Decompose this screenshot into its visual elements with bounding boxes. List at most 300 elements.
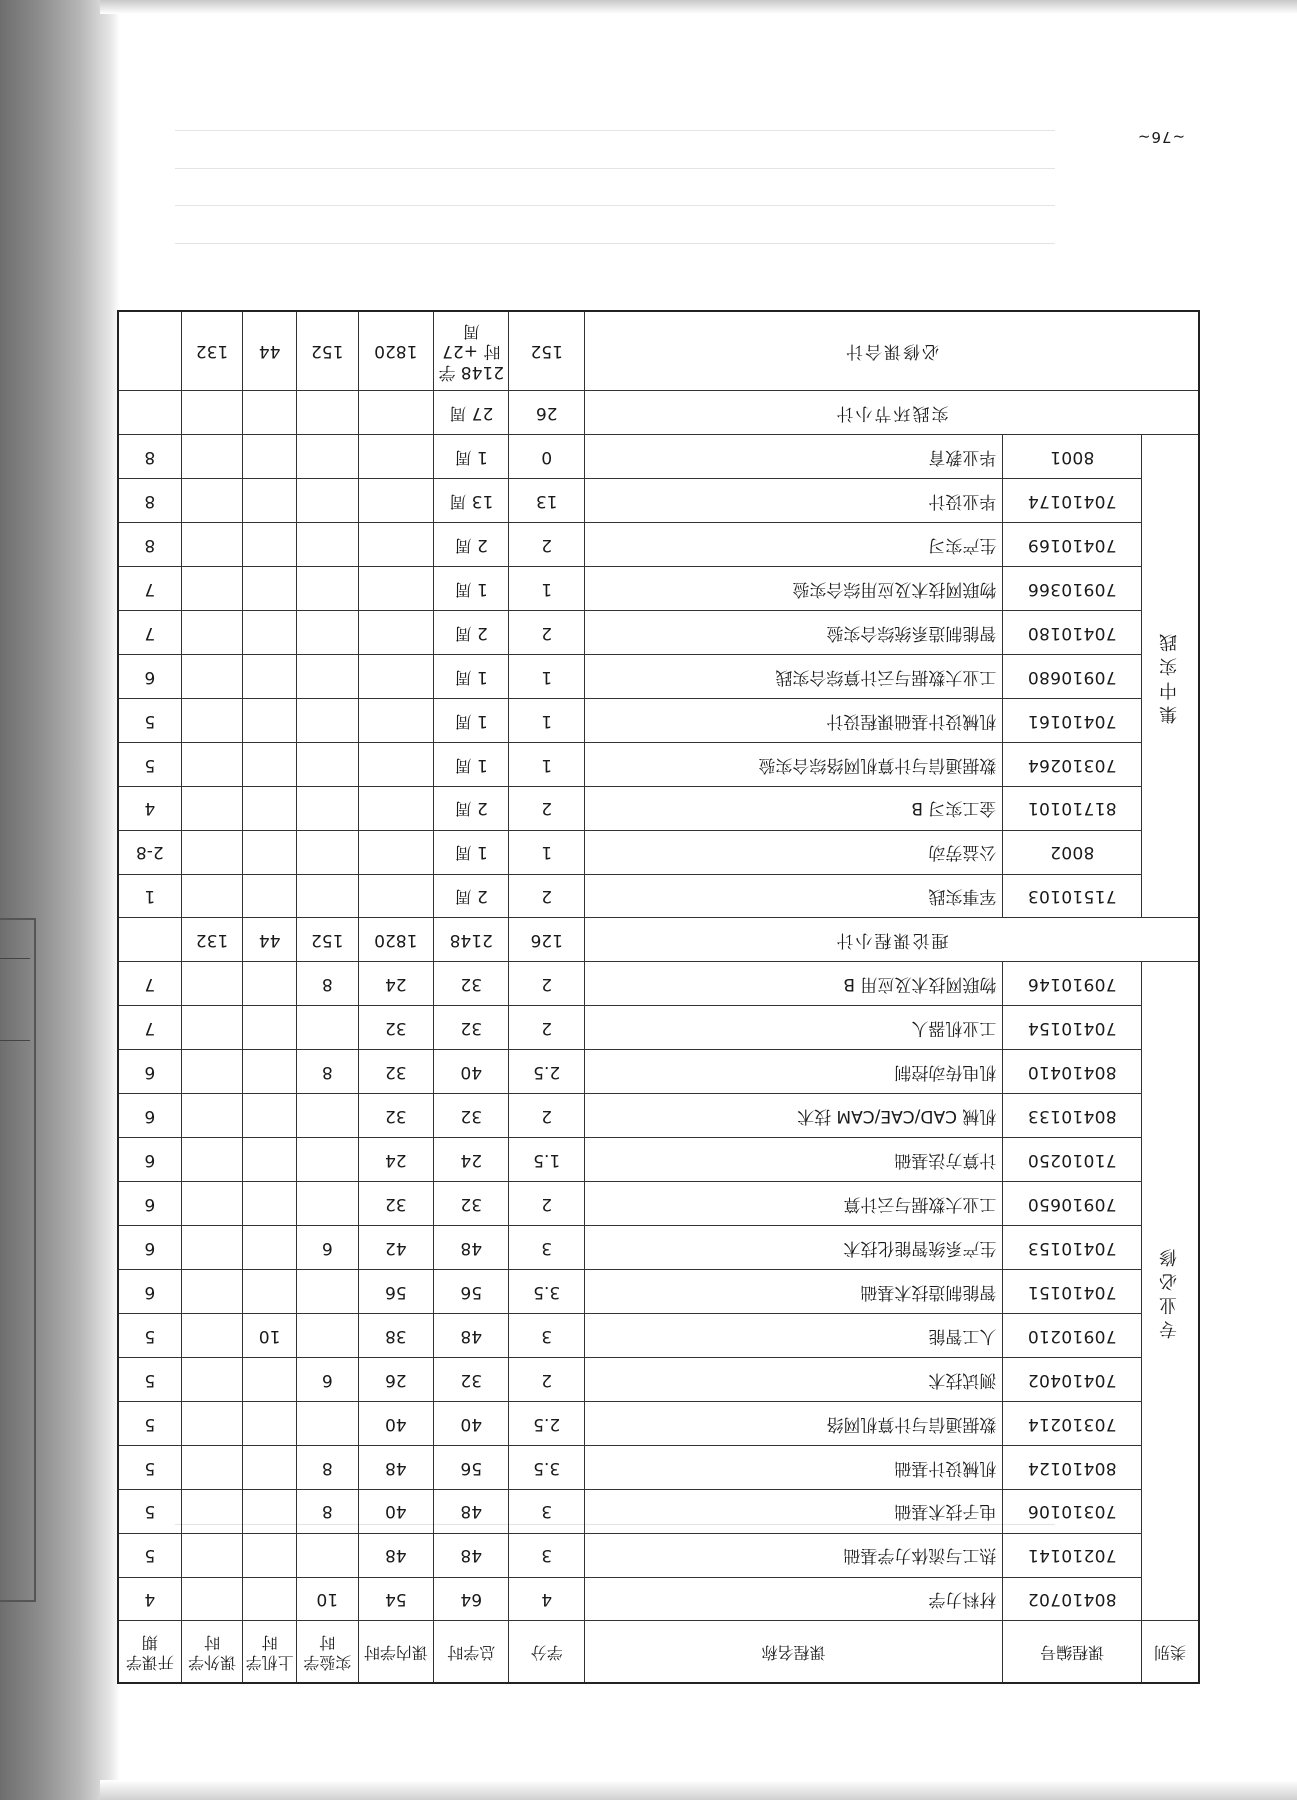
cell-lecture-hours (358, 786, 433, 830)
cell-extra-hours (181, 567, 243, 611)
cell-course-code: 70910210 (1003, 1313, 1142, 1357)
cell-course-code: 71510103 (1003, 874, 1142, 918)
subtotal-total-hours: 2148 (434, 918, 509, 962)
cell-extra-hours (181, 479, 243, 523)
subtotal-row (118, 391, 1199, 435)
table-row (118, 1357, 1199, 1401)
cell-computer-hours (243, 1182, 297, 1226)
cell-course-code: 70410151 (1003, 1270, 1142, 1314)
subtotal-computer-hours (243, 391, 297, 435)
cell-course-name: 热工与流体力学基础 (584, 1533, 1002, 1577)
cell-extra-hours (181, 1094, 243, 1138)
table-row (118, 962, 1199, 1006)
grand-total-credit: 152 (509, 311, 584, 391)
cell-semester: 5 (118, 1357, 181, 1401)
cell-lab-hours: 8 (296, 962, 358, 1006)
cell-course-name: 智能制造技术基础 (584, 1270, 1002, 1314)
cell-lecture-hours: 40 (358, 1401, 433, 1445)
cell-lab-hours (296, 435, 358, 479)
cell-lecture-hours (358, 523, 433, 567)
cell-total-hours: 40 (434, 1401, 509, 1445)
cell-computer-hours (243, 1533, 297, 1577)
cell-lab-hours (296, 830, 358, 874)
cell-semester: 7 (118, 1006, 181, 1050)
cell-extra-hours (181, 1445, 243, 1489)
cell-lecture-hours (358, 654, 433, 698)
cell-credit: 2 (509, 962, 584, 1006)
subtotal-lecture-hours: 1820 (358, 918, 433, 962)
cell-semester: 6 (118, 1138, 181, 1182)
cell-extra-hours (181, 1489, 243, 1533)
cell-semester: 5 (118, 742, 181, 786)
cell-lab-hours (296, 1182, 358, 1226)
cell-total-hours: 13 周 (434, 479, 509, 523)
header-semester: 开课学期 (118, 1621, 181, 1683)
cell-lecture-hours (358, 830, 433, 874)
table-row (118, 874, 1199, 918)
cell-lab-hours (296, 1006, 358, 1050)
grand-total-row (118, 311, 1199, 391)
cell-total-hours: 1 周 (434, 654, 509, 698)
cell-course-code: 70410180 (1003, 610, 1142, 654)
cell-semester: 5 (118, 1313, 181, 1357)
cell-course-code: 70310106 (1003, 1489, 1142, 1533)
cell-course-name: 机械 CAD/CAE/CAM 技术 (584, 1094, 1002, 1138)
cell-semester: 4 (118, 786, 181, 830)
cell-semester: 5 (118, 1489, 181, 1533)
cell-course-name: 计算方法基础 (584, 1138, 1002, 1182)
subtotal-computer-hours: 44 (243, 918, 297, 962)
cell-semester: 5 (118, 698, 181, 742)
cell-total-hours: 2 周 (434, 874, 509, 918)
cell-semester: 5 (118, 1445, 181, 1489)
cell-semester: 5 (118, 1401, 181, 1445)
cell-course-code: 70410402 (1003, 1357, 1142, 1401)
header-name: 课程名称 (584, 1621, 1002, 1683)
cell-lecture-hours: 54 (358, 1577, 433, 1621)
cell-semester: 4 (118, 1577, 181, 1621)
cell-course-code: 70310264 (1003, 742, 1142, 786)
cell-extra-hours (181, 830, 243, 874)
cell-extra-hours (181, 786, 243, 830)
cell-course-name: 物联网技术及应用综合实验 (584, 567, 1002, 611)
cell-lab-hours (296, 742, 358, 786)
cell-total-hours: 32 (434, 1182, 509, 1226)
cell-total-hours: 48 (434, 1489, 509, 1533)
cell-credit: 2.5 (509, 1050, 584, 1094)
cell-extra-hours (181, 610, 243, 654)
cell-course-name: 机械设计基础 (584, 1445, 1002, 1489)
cell-course-name: 军事实践 (584, 874, 1002, 918)
cell-computer-hours (243, 1489, 297, 1533)
cell-lab-hours: 6 (296, 1357, 358, 1401)
cell-course-name: 机械设计基础课程设计 (584, 698, 1002, 742)
table-header-row (118, 1621, 1199, 1683)
cell-course-code: 70910366 (1003, 567, 1142, 611)
cell-semester: 6 (118, 1182, 181, 1226)
cell-lecture-hours: 48 (358, 1445, 433, 1489)
cell-credit: 3 (509, 1489, 584, 1533)
cell-course-name: 数据通信与计算机网络 (584, 1401, 1002, 1445)
cell-course-name: 工业机器人 (584, 1006, 1002, 1050)
category-label: 集中实践 (1141, 435, 1199, 918)
cell-extra-hours (181, 1006, 243, 1050)
table-row (118, 523, 1199, 567)
cell-credit: 2 (509, 874, 584, 918)
cell-lab-hours: 6 (296, 1226, 358, 1270)
cell-computer-hours (243, 1226, 297, 1270)
cell-computer-hours (243, 1270, 297, 1314)
cell-course-code: 70910650 (1003, 1182, 1142, 1226)
cell-course-name: 金工实习 B (584, 786, 1002, 830)
cell-credit: 2 (509, 1094, 584, 1138)
table-body (118, 311, 1199, 1621)
header-total-hours: 总学时 (434, 1621, 509, 1683)
table-row (118, 1006, 1199, 1050)
cell-lab-hours (296, 654, 358, 698)
cell-extra-hours (181, 1577, 243, 1621)
header-extra-hours: 课外学时 (181, 1621, 243, 1683)
cell-lecture-hours (358, 435, 433, 479)
table-row (118, 1489, 1199, 1533)
table-row (118, 1401, 1199, 1445)
cell-total-hours: 32 (434, 1357, 509, 1401)
curriculum-table (117, 310, 1200, 1684)
cell-semester: 6 (118, 654, 181, 698)
subtotal-row (118, 918, 1199, 962)
cell-computer-hours (243, 1138, 297, 1182)
cell-semester: 8 (118, 435, 181, 479)
table-row (118, 698, 1199, 742)
cell-extra-hours (181, 742, 243, 786)
cell-course-code: 70410154 (1003, 1006, 1142, 1050)
table-row (118, 1182, 1199, 1226)
cell-computer-hours (243, 1401, 297, 1445)
cell-total-hours: 56 (434, 1270, 509, 1314)
cell-computer-hours (243, 830, 297, 874)
table-row (118, 1577, 1199, 1621)
cell-lecture-hours (358, 742, 433, 786)
cell-computer-hours (243, 435, 297, 479)
subtotal-lab-hours (296, 391, 358, 435)
cell-computer-hours (243, 567, 297, 611)
cell-semester: 7 (118, 610, 181, 654)
cell-lecture-hours: 24 (358, 1138, 433, 1182)
grand-total-lab-hours: 152 (296, 311, 358, 391)
cell-course-code: 70410153 (1003, 1226, 1142, 1270)
cell-extra-hours (181, 1357, 243, 1401)
cell-lecture-hours (358, 874, 433, 918)
cell-lab-hours: 10 (296, 1577, 358, 1621)
cell-total-hours: 2 周 (434, 610, 509, 654)
cell-credit: 1 (509, 698, 584, 742)
cell-lecture-hours: 38 (358, 1313, 433, 1357)
subtotal-label: 实践环节小计 (584, 391, 1199, 435)
header-lecture-hours: 课内学时 (358, 1621, 433, 1683)
header-category: 类别 (1141, 1621, 1199, 1683)
cell-total-hours: 1 周 (434, 830, 509, 874)
cell-lab-hours: 8 (296, 1489, 358, 1533)
cell-lecture-hours: 42 (358, 1226, 433, 1270)
cell-course-code: 70910680 (1003, 654, 1142, 698)
cell-course-name: 机电传动控制 (584, 1050, 1002, 1094)
cell-total-hours: 32 (434, 962, 509, 1006)
cell-course-code: 81710101 (1003, 786, 1142, 830)
cell-credit: 1 (509, 654, 584, 698)
cell-course-code: 70410161 (1003, 698, 1142, 742)
cell-lecture-hours (358, 698, 433, 742)
cell-total-hours: 48 (434, 1533, 509, 1577)
cell-computer-hours (243, 742, 297, 786)
cell-extra-hours (181, 523, 243, 567)
cell-computer-hours (243, 610, 297, 654)
cell-lab-hours (296, 1138, 358, 1182)
cell-computer-hours (243, 654, 297, 698)
cell-total-hours: 32 (434, 1094, 509, 1138)
cell-lecture-hours: 32 (358, 1182, 433, 1226)
cell-extra-hours (181, 1138, 243, 1182)
cell-credit: 1 (509, 567, 584, 611)
cell-lab-hours (296, 610, 358, 654)
cell-total-hours: 1 周 (434, 435, 509, 479)
cell-lecture-hours: 26 (358, 1357, 433, 1401)
cell-course-code: 80410410 (1003, 1050, 1142, 1094)
cell-semester: 2-8 (118, 830, 181, 874)
cell-course-name: 生产实习 (584, 523, 1002, 567)
cell-credit: 3 (509, 1313, 584, 1357)
cell-lecture-hours: 32 (358, 1006, 433, 1050)
grand-total-label: 必修课合计 (584, 311, 1199, 391)
page-number: ~76~ (1136, 128, 1186, 146)
cell-credit: 3 (509, 1533, 584, 1577)
cell-semester: 7 (118, 962, 181, 1006)
cell-semester: 5 (118, 1533, 181, 1577)
table-row (118, 1533, 1199, 1577)
cell-course-code: 70910146 (1003, 962, 1142, 1006)
grand-total-extra-hours: 132 (181, 311, 243, 391)
subtotal-credit: 126 (509, 918, 584, 962)
cell-computer-hours (243, 479, 297, 523)
cell-credit: 1.5 (509, 1138, 584, 1182)
cell-semester: 6 (118, 1050, 181, 1094)
cell-lecture-hours: 24 (358, 962, 433, 1006)
cell-extra-hours (181, 654, 243, 698)
subtotal-semester (118, 391, 181, 435)
cell-total-hours: 24 (434, 1138, 509, 1182)
cell-course-code: 71010250 (1003, 1138, 1142, 1182)
cell-lab-hours: 8 (296, 1050, 358, 1094)
subtotal-extra-hours (181, 391, 243, 435)
subtotal-semester (118, 918, 181, 962)
cell-computer-hours (243, 1357, 297, 1401)
cell-total-hours: 56 (434, 1445, 509, 1489)
cell-course-code: 8001 (1003, 435, 1142, 479)
cell-computer-hours (243, 698, 297, 742)
cell-extra-hours (181, 1270, 243, 1314)
table-row (118, 1270, 1199, 1314)
header-credit: 学分 (509, 1621, 584, 1683)
cell-lab-hours (296, 1401, 358, 1445)
cell-course-name: 工业大数据与云计算综合实践 (584, 654, 1002, 698)
cell-total-hours: 32 (434, 1006, 509, 1050)
table-row (118, 567, 1199, 611)
table-row (118, 1226, 1199, 1270)
cell-semester: 8 (118, 523, 181, 567)
cell-extra-hours (181, 1401, 243, 1445)
cell-total-hours: 48 (434, 1226, 509, 1270)
cell-course-name: 人工智能 (584, 1313, 1002, 1357)
cell-computer-hours (243, 786, 297, 830)
cell-credit: 2.5 (509, 1401, 584, 1445)
cell-computer-hours (243, 1577, 297, 1621)
cell-course-name: 材料力学 (584, 1577, 1002, 1621)
cell-extra-hours (181, 1313, 243, 1357)
cell-computer-hours (243, 1445, 297, 1489)
cell-computer-hours (243, 523, 297, 567)
table-row (118, 1445, 1199, 1489)
cell-total-hours: 1 周 (434, 698, 509, 742)
cell-credit: 4 (509, 1577, 584, 1621)
cell-extra-hours (181, 1182, 243, 1226)
cell-credit: 2 (509, 1357, 584, 1401)
cell-course-name: 物联网技术及应用 B (584, 962, 1002, 1006)
table-row (118, 1094, 1199, 1138)
cell-course-code: 70410169 (1003, 523, 1142, 567)
cell-lecture-hours: 48 (358, 1533, 433, 1577)
cell-extra-hours (181, 1226, 243, 1270)
header-code: 课程编号 (1003, 1621, 1142, 1683)
header-computer-hours: 上机学时 (243, 1621, 297, 1683)
table-row (118, 479, 1199, 523)
cell-lecture-hours: 32 (358, 1094, 433, 1138)
cell-lab-hours (296, 698, 358, 742)
cell-course-code: 70410174 (1003, 479, 1142, 523)
cell-computer-hours: 10 (243, 1313, 297, 1357)
subtotal-credit: 26 (509, 391, 584, 435)
table-row (118, 1138, 1199, 1182)
cell-computer-hours (243, 962, 297, 1006)
cell-lecture-hours: 32 (358, 1050, 433, 1094)
cell-extra-hours (181, 874, 243, 918)
cell-course-code: 80410702 (1003, 1577, 1142, 1621)
cell-total-hours: 1 周 (434, 567, 509, 611)
grand-total-total-hours: 2148 学时 +27 周 (434, 311, 509, 391)
cell-credit: 3.5 (509, 1445, 584, 1489)
cell-course-name: 电子技术基础 (584, 1489, 1002, 1533)
cell-lab-hours (296, 1094, 358, 1138)
cell-computer-hours (243, 1050, 297, 1094)
cell-total-hours: 1 周 (434, 742, 509, 786)
cell-course-name: 数据通信与计算机网络综合实验 (584, 742, 1002, 786)
cell-extra-hours (181, 962, 243, 1006)
cell-credit: 13 (509, 479, 584, 523)
grand-total-lecture-hours: 1820 (358, 311, 433, 391)
cell-lecture-hours: 40 (358, 1489, 433, 1533)
cell-course-code: 8002 (1003, 830, 1142, 874)
subtotal-lab-hours: 152 (296, 918, 358, 962)
cell-computer-hours (243, 1094, 297, 1138)
table-row (118, 786, 1199, 830)
subtotal-extra-hours: 132 (181, 918, 243, 962)
cell-semester: 6 (118, 1270, 181, 1314)
cell-credit: 3.5 (509, 1270, 584, 1314)
table-row (118, 654, 1199, 698)
cell-lab-hours (296, 1533, 358, 1577)
cell-total-hours: 40 (434, 1050, 509, 1094)
subtotal-total-hours: 27 周 (434, 391, 509, 435)
cell-extra-hours (181, 1050, 243, 1094)
cell-credit: 1 (509, 742, 584, 786)
cell-course-name: 公益劳动 (584, 830, 1002, 874)
table-row (118, 1050, 1199, 1094)
cell-lab-hours (296, 1270, 358, 1314)
cell-course-code: 80410124 (1003, 1445, 1142, 1489)
header-lab-hours: 实验学时 (296, 1621, 358, 1683)
cell-course-code: 80410133 (1003, 1094, 1142, 1138)
cell-credit: 2 (509, 523, 584, 567)
cell-semester: 6 (118, 1094, 181, 1138)
table-row (118, 435, 1199, 479)
cell-lab-hours (296, 523, 358, 567)
cell-course-name: 智能制造系统综合实验 (584, 610, 1002, 654)
grand-total-computer-hours: 44 (243, 311, 297, 391)
cell-course-code: 70310214 (1003, 1401, 1142, 1445)
cell-lecture-hours (358, 610, 433, 654)
cell-credit: 1 (509, 830, 584, 874)
cell-lab-hours (296, 1313, 358, 1357)
table-row (118, 610, 1199, 654)
cell-credit: 2 (509, 1182, 584, 1226)
cell-semester: 7 (118, 567, 181, 611)
cell-lecture-hours: 56 (358, 1270, 433, 1314)
cell-total-hours: 48 (434, 1313, 509, 1357)
cell-extra-hours (181, 698, 243, 742)
cell-lecture-hours (358, 479, 433, 523)
cell-credit: 0 (509, 435, 584, 479)
cell-lab-hours (296, 786, 358, 830)
cell-semester: 1 (118, 874, 181, 918)
cell-lecture-hours (358, 567, 433, 611)
cell-course-name: 毕业设计 (584, 479, 1002, 523)
cell-total-hours: 2 周 (434, 786, 509, 830)
grand-total-semester (118, 311, 181, 391)
cell-credit: 2 (509, 610, 584, 654)
cell-lab-hours (296, 874, 358, 918)
curriculum-table-container (117, 310, 1200, 1684)
cell-credit: 3 (509, 1226, 584, 1270)
table-row (118, 830, 1199, 874)
table-row (118, 742, 1199, 786)
cell-credit: 2 (509, 786, 584, 830)
cell-semester: 6 (118, 1226, 181, 1270)
cell-lab-hours (296, 567, 358, 611)
cell-computer-hours (243, 874, 297, 918)
cell-credit: 2 (509, 1006, 584, 1050)
cell-course-code: 70210141 (1003, 1533, 1142, 1577)
cell-extra-hours (181, 435, 243, 479)
cell-total-hours: 2 周 (434, 523, 509, 567)
cell-computer-hours (243, 1006, 297, 1050)
subtotal-lecture-hours (358, 391, 433, 435)
category-label: 专业必修 (1141, 962, 1199, 1621)
cell-course-name: 测试技术 (584, 1357, 1002, 1401)
cell-course-name: 工业大数据与云计算 (584, 1182, 1002, 1226)
cell-semester: 8 (118, 479, 181, 523)
table-row (118, 1313, 1199, 1357)
cell-lab-hours (296, 479, 358, 523)
cell-course-name: 生产系统智能化技术 (584, 1226, 1002, 1270)
cell-lab-hours: 8 (296, 1445, 358, 1489)
